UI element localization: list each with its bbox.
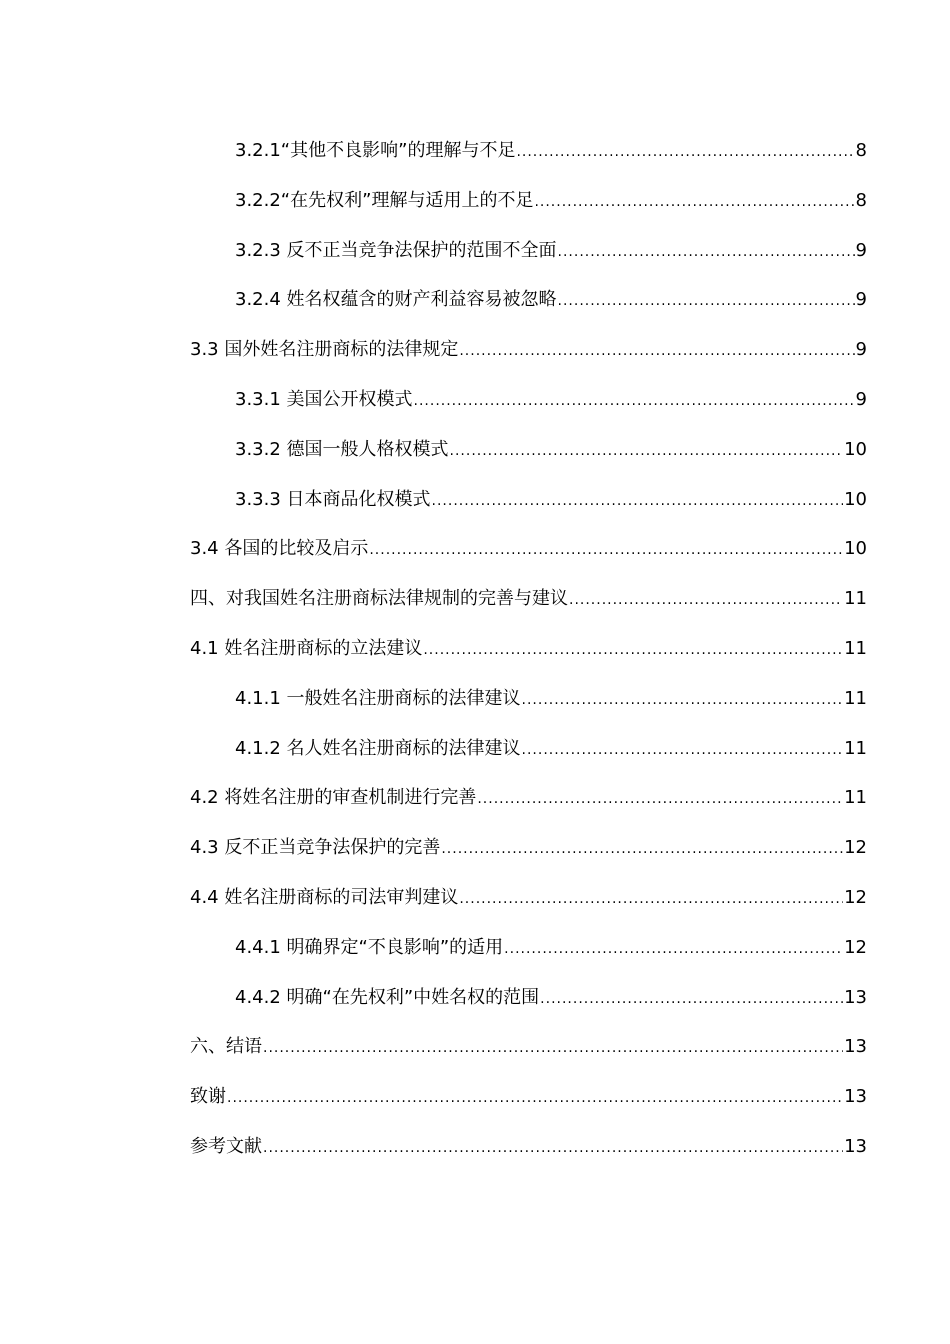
toc-dot-leader bbox=[558, 277, 855, 327]
table-of-contents bbox=[190, 126, 867, 1172]
toc-dot-leader bbox=[522, 726, 844, 776]
toc-entry-label: 3.2.2“在先权利”理解与适用上的不足 bbox=[235, 189, 534, 211]
toc-page-number: 10 bbox=[844, 438, 867, 460]
toc-entry-label: 4.4.2 明确“在先权利”中姓名权的范围 bbox=[235, 986, 540, 1008]
toc-page-number: 12 bbox=[844, 936, 867, 958]
toc-entry[interactable] bbox=[190, 425, 867, 475]
toc-page-number: 11 bbox=[844, 737, 867, 759]
toc-page-number: 13 bbox=[844, 1036, 867, 1058]
toc-entry[interactable] bbox=[190, 624, 867, 674]
toc-entry[interactable] bbox=[190, 1122, 867, 1172]
toc-entry[interactable] bbox=[190, 823, 867, 873]
toc-page-number: 13 bbox=[844, 986, 867, 1008]
toc-dot-leader bbox=[569, 576, 843, 626]
toc-entry-label: 致谢 bbox=[190, 1086, 226, 1108]
toc-entry[interactable] bbox=[190, 375, 867, 425]
toc-page-number: 13 bbox=[844, 1135, 867, 1157]
toc-page-number: 13 bbox=[844, 1086, 867, 1108]
toc-page-number: 11 bbox=[844, 588, 867, 610]
toc-entry-label: 参考文献 bbox=[190, 1135, 262, 1157]
toc-page-number: 9 bbox=[855, 239, 867, 261]
toc-entry[interactable] bbox=[190, 176, 867, 226]
toc-entry-label: 3.3.3 日本商品化权模式 bbox=[235, 488, 431, 510]
toc-entry-label: 四、对我国姓名注册商标法律规制的完善与建议 bbox=[190, 588, 568, 610]
toc-entry[interactable] bbox=[190, 275, 867, 325]
toc-entry[interactable] bbox=[190, 475, 867, 525]
toc-entry[interactable] bbox=[190, 724, 867, 774]
toc-page-number: 9 bbox=[855, 289, 867, 311]
toc-dot-leader bbox=[459, 875, 843, 925]
toc-dot-leader bbox=[516, 128, 854, 178]
toc-dot-leader bbox=[441, 825, 843, 875]
toc-dot-leader bbox=[414, 377, 855, 427]
toc-dot-leader bbox=[504, 925, 843, 975]
toc-entry-label: 3.2.3 反不正当竞争法保护的范围不全面 bbox=[235, 239, 557, 261]
toc-dot-leader bbox=[540, 975, 843, 1025]
toc-dot-leader bbox=[263, 1124, 843, 1174]
toc-entry[interactable] bbox=[190, 524, 867, 574]
toc-dot-leader bbox=[459, 327, 854, 377]
toc-dot-leader bbox=[558, 228, 855, 278]
toc-entry-label: 4.1.2 名人姓名注册商标的法律建议 bbox=[235, 737, 521, 759]
toc-dot-leader bbox=[263, 1024, 843, 1074]
toc-dot-leader bbox=[369, 526, 843, 576]
toc-entry-label: 4.4.1 明确界定“不良影响”的适用 bbox=[235, 936, 504, 958]
toc-entry[interactable] bbox=[190, 873, 867, 923]
toc-entry-label: 3.2.1“其他不良影响”的理解与不足 bbox=[235, 140, 516, 161]
toc-page-number: 8 bbox=[855, 140, 867, 161]
toc-entry-label: 六、结语 bbox=[190, 1036, 262, 1058]
toc-dot-leader bbox=[432, 477, 844, 527]
toc-entry-label: 3.3.2 德国一般人格权模式 bbox=[235, 438, 449, 460]
toc-entry-label: 4.2 将姓名注册的审查机制进行完善 bbox=[190, 787, 477, 809]
toc-page-number: 8 bbox=[855, 189, 867, 211]
toc-entry[interactable] bbox=[190, 126, 867, 176]
toc-entry[interactable] bbox=[190, 674, 867, 724]
toc-entry-label: 3.3 国外姓名注册商标的法律规定 bbox=[190, 339, 459, 361]
toc-page-number: 12 bbox=[844, 837, 867, 859]
toc-page-number: 11 bbox=[844, 787, 867, 809]
toc-entry-label: 3.3.1 美国公开权模式 bbox=[235, 388, 413, 410]
toc-page-number: 11 bbox=[844, 637, 867, 659]
toc-page-number: 9 bbox=[855, 339, 867, 361]
toc-entry-label: 3.4 各国的比较及启示 bbox=[190, 538, 369, 560]
toc-page-number: 11 bbox=[844, 687, 867, 709]
toc-dot-leader bbox=[534, 178, 854, 228]
toc-entry-label: 3.2.4 姓名权蕴含的财产利益容易被忽略 bbox=[235, 289, 557, 311]
toc-entry[interactable] bbox=[190, 923, 867, 973]
toc-entry[interactable] bbox=[190, 773, 867, 823]
toc-entry[interactable] bbox=[190, 226, 867, 276]
toc-dot-leader bbox=[423, 626, 843, 676]
toc-page-number: 10 bbox=[844, 488, 867, 510]
toc-entry[interactable] bbox=[190, 325, 867, 375]
toc-entry[interactable] bbox=[190, 1072, 867, 1122]
toc-dot-leader bbox=[522, 676, 844, 726]
toc-dot-leader bbox=[227, 1074, 843, 1124]
toc-entry[interactable] bbox=[190, 1022, 867, 1072]
toc-entry-label: 4.3 反不正当竞争法保护的完善 bbox=[190, 837, 441, 859]
toc-entry-label: 4.1.1 一般姓名注册商标的法律建议 bbox=[235, 687, 521, 709]
toc-dot-leader bbox=[477, 775, 843, 825]
toc-page-number: 9 bbox=[855, 388, 867, 410]
toc-entry-label: 4.4 姓名注册商标的司法审判建议 bbox=[190, 886, 459, 908]
toc-dot-leader bbox=[450, 427, 844, 477]
toc-page-number: 10 bbox=[844, 538, 867, 560]
toc-entry[interactable] bbox=[190, 973, 867, 1023]
toc-page-number: 12 bbox=[844, 886, 867, 908]
toc-entry[interactable] bbox=[190, 574, 867, 624]
toc-entry-label: 4.1 姓名注册商标的立法建议 bbox=[190, 637, 423, 659]
